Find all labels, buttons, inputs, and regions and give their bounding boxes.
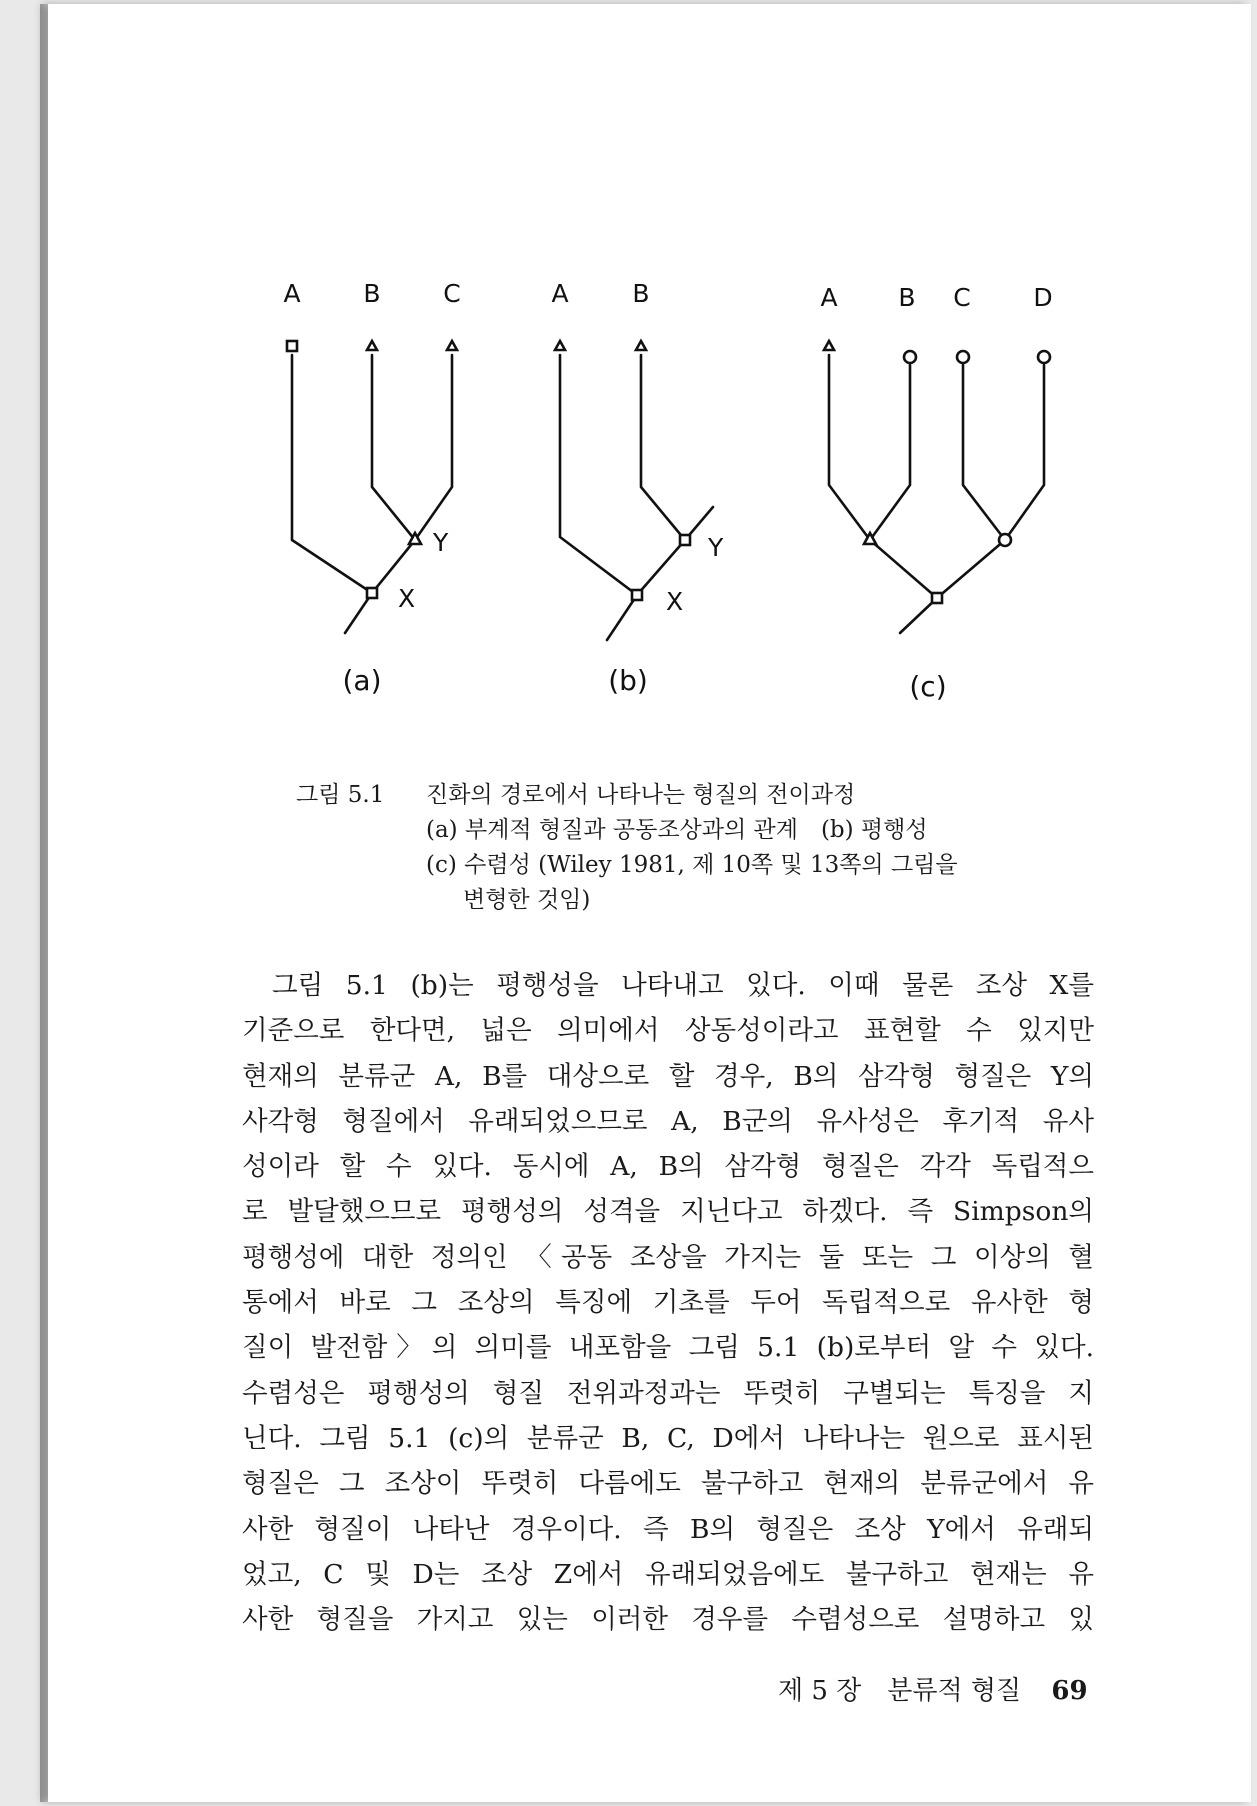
panel-label: (a) — [342, 664, 382, 697]
text-line: 통에서 바로 그 조상의 특징에 기초를 두어 독립적으로 유사한 형 — [242, 1287, 1094, 1319]
caption-label: 그림 5.1 — [296, 782, 385, 808]
panel-label: (b) — [608, 664, 648, 697]
tip-label: C — [953, 283, 971, 312]
node-label: X — [666, 587, 684, 616]
text-line: 로 발달했으므로 평행성의 성격을 지닌다고 하겠다. 즉 Simpson의 — [242, 1196, 1094, 1228]
text-line: 사각형 형질에서 유래되었으므로 A, B군의 유사성은 후기적 유사 — [242, 1105, 1094, 1137]
page-footer — [778, 1670, 1088, 1707]
body-paragraph — [242, 963, 1094, 1642]
text-line: 사한 형질을 가지고 있는 이러한 경우를 수렴성으로 설명하고 있 — [242, 1604, 1094, 1636]
caption-line: 진화의 경로에서 나타나는 형질의 전이과정 — [426, 782, 856, 808]
text-line: 닌다. 그림 5.1 (c)의 분류군 B, C, D에서 나타나는 원으로 표시된 — [242, 1422, 1094, 1454]
tip-label: D — [1033, 283, 1053, 312]
text-line: 수렴성은 평행성의 형질 전위과정과는 뚜렷히 구별되는 특징을 지 — [242, 1377, 1094, 1409]
text-line: 그림 5.1 (b)는 평행성을 나타내고 있다. 이때 물론 조상 X를 — [272, 970, 1094, 1001]
chapter-title: 제 5 장 분류적 형질 — [778, 1676, 1022, 1706]
tip-label: B — [632, 279, 650, 308]
text-line: 기준으로 한다면, 넓은 의미에서 상동성이라고 표현할 수 있지만 — [242, 1015, 1094, 1047]
page-number: 69 — [1051, 1676, 1088, 1706]
caption-line: 변형한 것임) — [463, 887, 591, 913]
tip-label: A — [551, 279, 569, 308]
node-label: X — [398, 584, 416, 613]
node-label: Y — [433, 528, 449, 557]
text-line: 사한 형질이 나타난 경우이다. 즉 B의 형질은 조상 Y에서 유래되 — [242, 1513, 1094, 1545]
text-line: 형질은 그 조상이 뚜렷히 다름에도 불구하고 현재의 분류군에서 유 — [242, 1468, 1094, 1500]
node-label: Y — [708, 533, 724, 562]
panel-label: (c) — [909, 670, 947, 703]
caption-line: (c) 수렴성 (Wiley 1981, 제 10쪽 및 13쪽의 그림을 — [426, 852, 958, 878]
text-line: 현재의 분류군 A, B를 대상으로 할 경우, B의 삼각형 형질은 Y의 — [242, 1060, 1094, 1092]
tip-label: B — [363, 279, 381, 308]
tip-label: C — [443, 279, 461, 308]
figure-caption — [296, 778, 958, 918]
caption-line: (a) 부계적 형질과 공동조상과의 관계 (b) 평행성 — [426, 817, 928, 843]
text-line: 질이 발전함〉의 의미를 내포함을 그림 5.1 (b)로부터 알 수 있다. — [242, 1332, 1094, 1364]
tip-label: B — [898, 283, 916, 312]
text-line: 었고, C 및 D는 조상 Z에서 유래되었음에도 불구하고 현재는 유 — [242, 1558, 1094, 1590]
tip-label: A — [283, 279, 301, 308]
tip-label: A — [820, 283, 838, 312]
text-line: 성이라 할 수 있다. 동시에 A, B의 삼각형 형질은 각각 독립적으 — [242, 1151, 1094, 1183]
text-line: 평행성에 대한 정의인 〈공동 조상을 가지는 둘 또는 그 이상의 혈 — [242, 1241, 1094, 1273]
